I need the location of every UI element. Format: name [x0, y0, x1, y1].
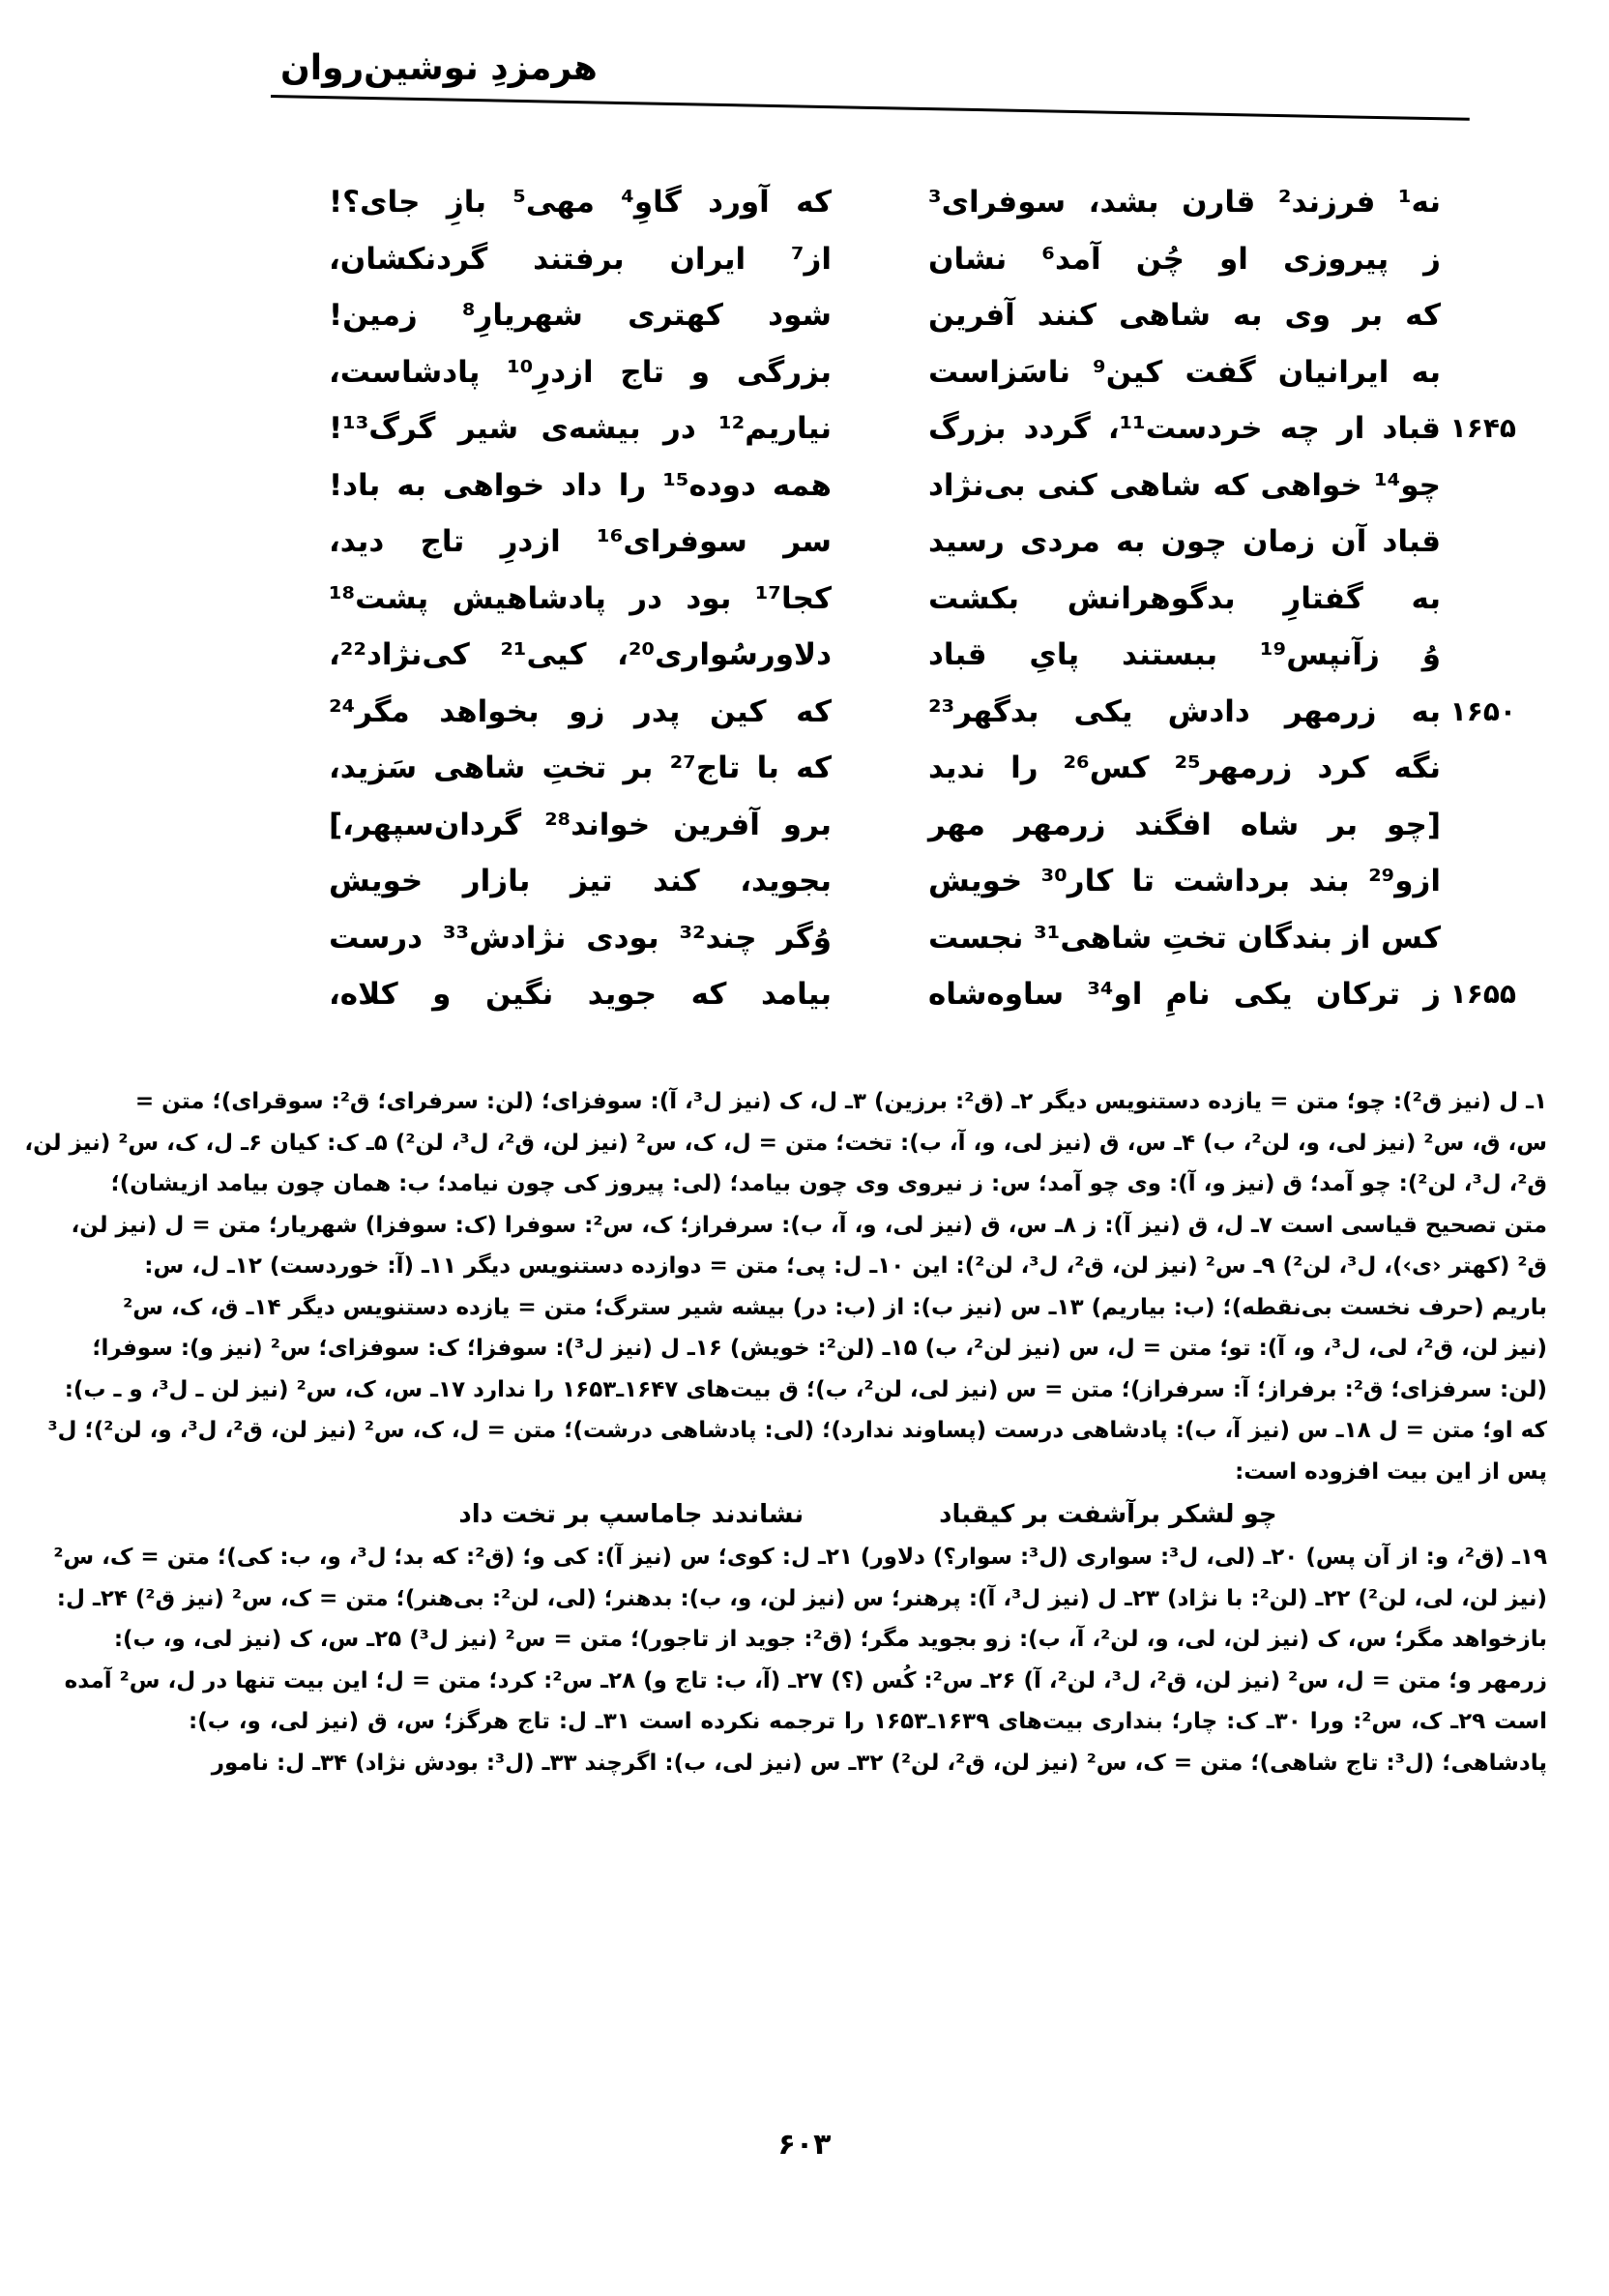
verse-line: که با تاج²⁷ بر تختِ شاهی سَزید، [329, 751, 832, 785]
verse-line [928, 571, 1441, 628]
verse-line [928, 684, 1516, 741]
footnote-line: زرمهر و؛ متن = ل، س² (نیز لن، ق²، ل³، لن²، آ) ۲۶ـ س²: کُس (؟) ۲۷ـ (آ، ب: تاج و) ۲۸ـ س²: کرد؛ متن = ل؛ این بیت تنها در ل، س² آمده [64, 1667, 1547, 1693]
verse-text: ز پیروزی او چُن آمد⁶ نشان [928, 241, 1442, 277]
footnote-line: ۱ـ ل (نیز ق²): چو؛ متن = یازده دستنویس دیگر ۲ـ (ق²: برزین) ۳ـ ل، ک (نیز ل³، آ): سوفزای؛ (لن: سرفرای؛ ق²: سوقرای)؛ متن = [134, 1089, 1547, 1114]
verse-line: بجوید، کند تیز بازار خویش [329, 864, 832, 898]
verse-line: که کین پدر زو بخواهد مگر²⁴ [329, 693, 832, 729]
verse-text: نه¹ فرزند² قارن بشد، سوفرای³ [928, 185, 1441, 220]
verse-line-number: ۱۶۵۵ [1449, 978, 1516, 1010]
quoted-hemistich-left: نشاندند جاماسپ بر تخت داد [458, 1500, 804, 1529]
poem-column-left [329, 174, 832, 1023]
footnote-line: (نیز لن، ق²، لی، ل³، و، آ): تو؛ متن = ل، س (نیز لن²، ب) ۱۵ـ (لن²: خویش) ۱۶ـ ل (نیز ل³): سوفزا؛ ک: سوفزای؛ س² (نیز و): سوفرا؛ [92, 1336, 1547, 1361]
verse-line: نیاریم¹² در بیشه‌ی شیر گرگ¹³! [329, 411, 832, 446]
verse-line [928, 231, 1441, 288]
verse-text: به ایرانیان گفت کین⁹ ناسَزاست [928, 354, 1441, 390]
verse-line [928, 966, 1516, 1023]
verse-line: بیامد که جوید نگین و کلاه، [329, 977, 832, 1012]
verse-line [928, 514, 1441, 571]
verse-line [928, 457, 1441, 515]
footnote-line: س، ق، س² (نیز لی، و، لن²، ب) ۴ـ س، ق (نیز لی، و، آ، ب): تخت؛ متن = ل، ک، س² (نیز لن، ق²، ل³، لن²) ۵ـ ک: کیان ۶ـ ل، ک، س² (نیز لن، [24, 1130, 1547, 1156]
verse-line: وُگر چند³² بودی نژادش³³ درست [329, 920, 832, 956]
footnote-line: (لن: سرفزای؛ ق²: برفراز؛ آ: سرفراز)؛ متن = س (نیز لی، لن²، ب)؛ ق بیت‌های ۱۶۴۷ـ۱۶۵۳ را ندارد ۱۷ـ س، ک، س² (نیز لن ـ ل³، و ـ ب): [64, 1376, 1547, 1402]
footnote-line: بازخواهد مگر؛ س، ک (نیز لن، لی، و، لن²، آ، ب): زو بجوید مگر؛ (ق²: جوید از تاجور)؛ متن = س² (نیز ل³) ۲۵ـ س، ک (نیز لی، و، ب): [113, 1627, 1547, 1652]
verse-line [928, 400, 1516, 457]
verse-line: از⁷ ایران برفتند گردنکشان، [329, 241, 832, 277]
verse-line [928, 853, 1441, 910]
footnote-line: پس از این بیت افزوده است: [1235, 1458, 1547, 1485]
footnote-line: باریم (حرف نخست بی‌نقطه)؛ (ب: بیاریم) ۱۳ـ س (نیز ب): از (ب: در) بیشه شیر سترگ؛ متن = یازده دستنویس دیگر ۱۴ـ ق، ک، س² [123, 1294, 1547, 1320]
verse-text: چو¹⁴ خواهی که شاهی کنی بی‌نژاد [928, 467, 1441, 503]
verse-text: که بر وی به شاهی کنند آفرین [928, 298, 1441, 333]
verse-line [928, 910, 1441, 967]
verse-line [928, 344, 1441, 401]
verse-text: وُ زآنپس¹⁹ ببستند پایِ قباد [928, 637, 1441, 672]
verse-line-number: ۱۶۵۰ [1449, 694, 1516, 727]
verse-line: کجا¹⁷ بود در پادشاهیش پشت¹⁸ [329, 580, 832, 616]
verse-text: ز ترکان یکی نامِ او³⁴ ساوه‌شاه [928, 977, 1442, 1012]
page-number: ۶۰۳ [777, 2128, 832, 2162]
quoted-hemistich-right: چو لشکر برآشفت بر کیقباد [939, 1500, 1277, 1529]
footnote-line: (نیز لن، لی، لن²) ۲۲ـ (لن²: با نژاد) ۲۳ـ ل (نیز ل³، آ): پرهنر؛ س (نیز لن، و، ب): بدهنر؛ (لی، لن²: بی‌هنر)؛ متن = ک، س² (نیز ق²) ۲۴ـ ل: [56, 1585, 1547, 1611]
footnote-line: ق²، ل³، لن²): چو آمد؛ ق (نیز و، آ): وی چو آمد؛ س: ز نیروی وی چون بیامد؛ (لی: پیروز کی چون نیامد؛ ب: همان چون بیامد ازیشان)؛ [110, 1171, 1547, 1196]
verse-text: ازو²⁹ بند برداشت تا کار³⁰ خویش [928, 864, 1441, 898]
running-header-title: هرمزدِ نوشین‌روان [280, 48, 598, 88]
poem-column-right [928, 174, 1516, 1023]
footnote-line: متن تصحیح قیاسی است ۷ـ ل، ق (نیز آ): ز ۸ـ س، ق (نیز لی، و، آ، ب): سرفراز؛ ک، س²: سوفرا (ک: سوفزا) شهریار؛ متن = ل (نیز لن، [71, 1212, 1547, 1238]
verse-line: برو آفرین خواند²⁸ گردان‌سپهر،] [329, 807, 832, 842]
footnote-line: پادشاهی؛ (ل³: تاج شاهی)؛ متن = ک، س² (نیز لن، ق²، لن²) ۳۲ـ س (نیز لی، ب): اگرچند ۳۳ـ (ل³: بودش نژاد) ۳۴ـ ل: نامور [211, 1750, 1547, 1776]
verse-line-number: ۱۶۴۵ [1449, 412, 1516, 444]
verse-line: که آورد گاوِ⁴ مهی⁵ بازِ جای؟! [329, 185, 832, 220]
verse-line: سر سوفرای¹⁶ ازدرِ تاج دید، [329, 524, 832, 559]
footnote-line: ۱۹ـ (ق²، و: از آن پس) ۲۰ـ (لی، ل³: سواری (ل³: سوار؟) دلاور) ۲۱ـ ل: کوی؛ س (نیز آ): کی و؛ (ق²: که بد؛ ل³، و، ب: کی)؛ متن = ک، س² [53, 1545, 1547, 1570]
verse-text: قباد آن زمان چون به مردی رسید [928, 524, 1441, 559]
verse-text: به زرمهر دادش یکی بدگهر²³ [928, 693, 1441, 729]
verse-text: کس از بندگان تختِ شاهی³¹ نجست [928, 920, 1441, 956]
verse-text: [چو بر شاه افگند زرمهر مهر [928, 807, 1441, 842]
header-rule [271, 95, 1470, 121]
verse-line [928, 627, 1441, 684]
verse-line [928, 174, 1441, 231]
verse-text: نگه کرد زرمهر²⁵ کس²⁶ را ندید [928, 751, 1441, 785]
verse-line: دلاورسُواری²⁰، کیی²¹ کی‌نژاد²²، [329, 637, 832, 672]
verse-line: بزرگی و تاج ازدرِ¹⁰ پادشاست، [329, 354, 832, 390]
verse-line: همه دوده¹⁵ را داد خواهی به باد! [329, 467, 833, 503]
footnote-line: است ۲۹ـ ک، س²: ورا ۳۰ـ ک: چار؛ بنداری بیت‌های ۱۶۳۹ـ۱۶۵۳ را ترجمه نکرده است ۳۱ـ ل: تاج هرگز؛ س، ق (نیز لی، و، ب): [189, 1709, 1547, 1734]
verse-text: به گفتارِ بدگوهرانش بکشت [928, 580, 1441, 616]
verse-line: شود کهتری شهریارِ⁸ زمین! [329, 298, 832, 333]
verse-text: قباد ار چه خردست¹¹، گردد بزرگ [928, 411, 1441, 446]
footnote-line: که او؛ متن = ل ۱۸ـ س (نیز آ، ب): پادشاهی درست (پساوند ندارد)؛ (لی: پادشاهی درشت)؛ متن = ل، ک، س² (نیز لن، ق²، ل³، و، لن²)؛ ل³ [47, 1418, 1547, 1443]
footnote-line: ق² (کهتر ‹ی›)، ل³، لن²) ۹ـ س² (نیز لن، ق²، ل³، لن²): این ۱۰ـ ل: پی؛ متن = دوازده دستنویس دیگر ۱۱ـ (آ: خوردست) ۱۲ـ ل، س: [144, 1253, 1547, 1279]
verse-line [928, 287, 1441, 344]
footnotes [24, 1081, 1547, 1783]
verse-line [928, 740, 1441, 797]
quoted-verse [189, 1492, 1547, 1537]
verse-line [928, 797, 1441, 854]
